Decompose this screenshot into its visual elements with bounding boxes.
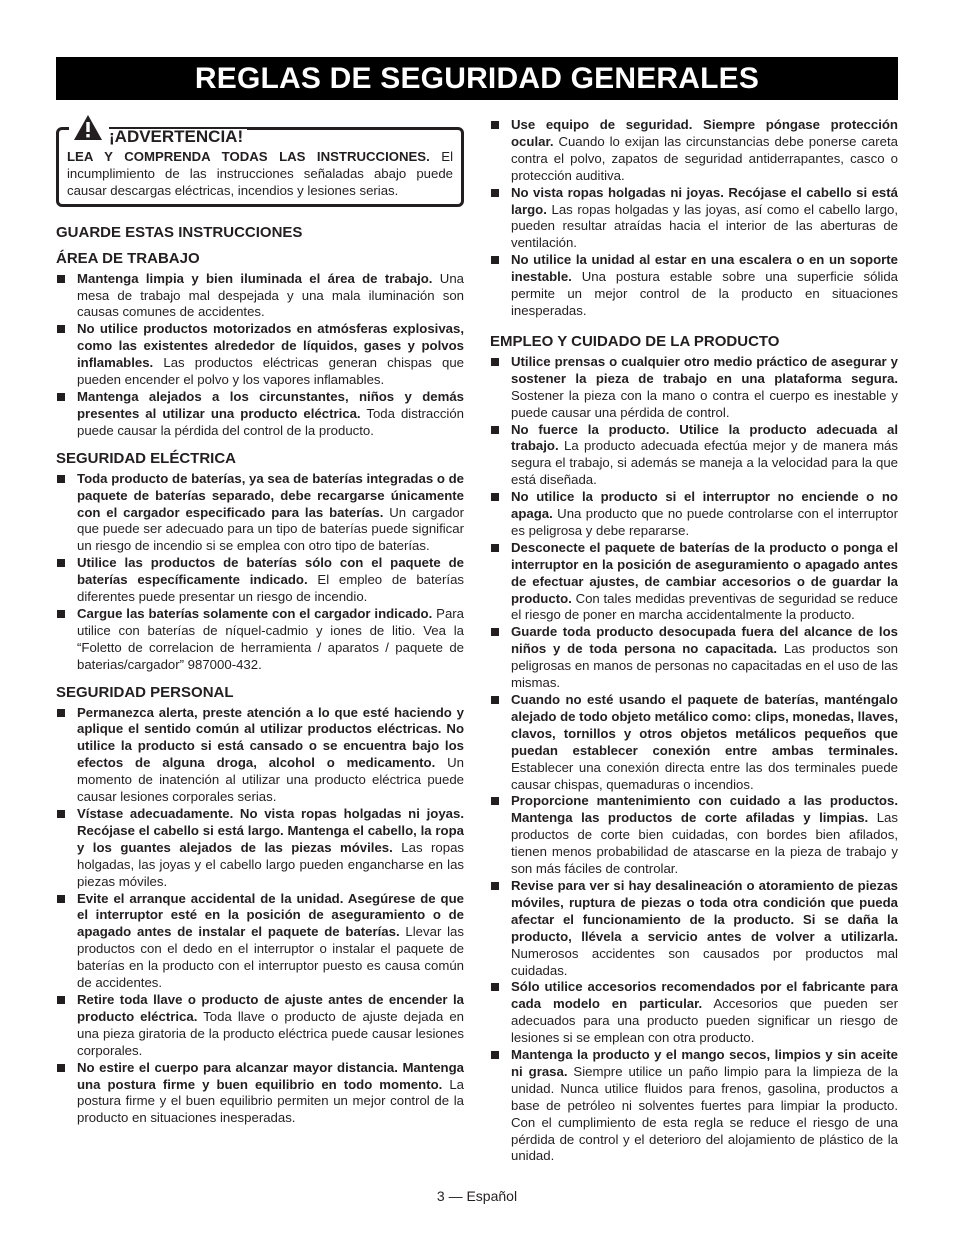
page-header: [56, 57, 898, 100]
list-item: [490, 354, 898, 422]
list-item: [490, 252, 898, 320]
bullet-icon: [57, 610, 65, 618]
list-item: [56, 606, 464, 674]
list-item: [56, 992, 464, 1060]
warning-body: El incumplimiento de las instrucciones señaladas abajo puede causar descargas eléctricas, incendios y lesiones serias.: [67, 148, 454, 198]
item-text: Una producto que no puede controlarse con el interruptor es peligrosa y debe repararse.: [511, 506, 898, 538]
item-bold: No estire el cuerpo para alcanzar mayor distancia. Mantenga una postura firme y buen equilibrio en todo momento.: [77, 1059, 464, 1092]
list-item: [490, 489, 898, 540]
tool-use-care-list: [490, 354, 898, 1166]
warning-triangle-icon: [69, 114, 109, 146]
item-bold: Mantenga alejados a los circunstantes, niños y demás presentes al utilizar una producto eléctrica.: [77, 388, 464, 421]
section-title: SEGURIDAD PERSONAL: [56, 683, 234, 701]
personal-safety-continued-list: [490, 117, 898, 320]
item-text: Accesorios que pueden ser adecuados para una producto pueden significar un riesgo de lesiones si se emplean con otra producto.: [511, 996, 898, 1046]
bullet-icon: [491, 797, 499, 805]
item-text: Un cargador que puede ser adecuado para un tipo de baterías puede significar un riesgo de incendio si se emplea con otro tipo de baterías.: [77, 504, 465, 554]
item-bold: No vista ropas holgadas ni joyas. Recójase el cabello si está largo.: [511, 184, 898, 217]
item-text: Numerosos accidentes son causados por productos mal cuidadas.: [511, 945, 898, 978]
bullet-icon: [57, 996, 65, 1004]
warning-bold: LEA Y COMPRENDA TODAS LAS INSTRUCCIONES.: [67, 148, 430, 164]
list-item: [56, 891, 464, 992]
item-bold: Utilice prensas o cualquier otro medio práctico de asegurar y sostener la pieza de trabajo en una plataforma segura.: [511, 353, 898, 386]
bullet-icon: [57, 1064, 65, 1072]
list-item: [490, 979, 898, 1047]
item-text: Un momento de inatención al utilizar una producto eléctrica puede causar lesiones corporales serias.: [77, 755, 464, 805]
personal-safety-list: [56, 705, 464, 1128]
item-bold: Proporcione mantenimiento con cuidado a las productos. Mantenga las productos de corte afiladas y limpias.: [511, 793, 898, 826]
item-bold: No fuerce la producto. Utilice la producto adecuada al trabajo.: [511, 421, 898, 454]
bullet-icon: [491, 983, 499, 991]
item-bold: No utilice la unidad al estar en una escalera o en un soporte inestable.: [511, 252, 898, 285]
item-text: Siempre utilice un paño limpio para la limpieza de la unidad. Nunca utilice fluidos para frenos, gasolina, productos a base de petróleo ni solventes fuertes para limpiar la producto. Con el cumplimiento de esta regla se reduce el riesgo de una pérdida de control y el deterioro del alojamiento de plástico de la unidad.: [511, 1063, 898, 1164]
item-text: La producto adecuada efectúa mejor y de manera más segura el trabajo, si además se maneja a la velocidad para la que está diseñada.: [511, 438, 898, 488]
section-title: EMPLEO Y CUIDADO DE LA PRODUCTO: [490, 332, 780, 350]
warning-text: [67, 149, 453, 200]
item-text: La postura firme y el buen equilibrio permiten un mejor control de la producto en situaciones inesperadas.: [77, 1076, 464, 1126]
left-column: [56, 117, 464, 1127]
list-item: [490, 624, 898, 692]
item-text: Cuando lo exijan las circunstancias debe ponerse careta contra el polvo, zapatos de seguridad antiderrapantes, casco o protección auditiva.: [511, 133, 898, 183]
list-item: [56, 471, 464, 556]
item-bold: Permanezca alerta, preste atención a lo que esté haciendo y aplique el sentido común al utilizar productos eléctricas. No utilice la producto si está cansado o se encuentra bajo los efectos de alguna droga, alcohol o medicamento.: [77, 704, 464, 771]
item-bold: Cuando no esté usando el paquete de baterías, manténgalo alejado de todo objeto metálico como: clips, monedas, llaves, clavos, tornillos y otros objetos metálicos pequeños que puedan establecer conexión entre ambas terminales.: [511, 692, 898, 758]
bullet-icon: [491, 121, 499, 129]
bullet-icon: [491, 628, 499, 636]
page-title: REGLAS DE SEGURIDAD GENERALES: [194, 62, 760, 95]
bullet-icon: [57, 709, 65, 717]
list-item: [490, 185, 898, 253]
bullet-icon: [491, 544, 499, 552]
item-bold: Mantenga la producto y el mango secos, limpios y sin aceite ni grasa.: [511, 1047, 898, 1079]
item-text: Una postura estable sobre una superficie sólida permite un mejor control de la producto en situaciones inesperadas.: [511, 269, 898, 318]
item-text: Las ropas holgadas y las joyas, así como el cabello largo, pueden resultar atraídas hacia el interior de las aberturas de ventilación.: [511, 201, 898, 251]
item-bold: No utilice la producto si el interruptor no enciende o no apaga.: [511, 489, 898, 522]
bullet-icon: [491, 1051, 499, 1059]
item-text: Las productos de corte bien cuidadas, con bordes bien afilados, tienen menos probabilidad de atascarse en la pieza de trabajo y son más fáciles de controlar.: [511, 810, 898, 877]
list-item: [490, 793, 898, 878]
item-text: Toda llave o producto de ajuste dejada en una pieza giratoria de la producto eléctrica puede causar lesiones corporales.: [77, 1008, 464, 1058]
item-bold: Toda producto de baterías, ya sea de baterías integradas o de paquete de baterías separado, debe recargarse únicamente con el cargador especificado para las baterías.: [77, 470, 464, 520]
bullet-icon: [491, 493, 499, 501]
save-instructions-heading: GUARDE ESTAS INSTRUCCIONES: [56, 223, 303, 241]
item-text: Una mesa de trabajo mal despejada y una mala iluminación son causas comunes de accidentes.: [77, 270, 464, 320]
list-item: [56, 555, 464, 606]
bullet-icon: [57, 810, 65, 818]
electrical-safety-list: [56, 471, 464, 674]
item-bold: Sólo utilice accesorios recomendados por el fabricante para cada modelo en particular.: [511, 979, 898, 1012]
list-item: [490, 422, 898, 490]
item-text: Establecer una conexión directa entre las dos terminales puede causar chispas, quemaduras o incendios.: [511, 759, 898, 792]
item-bold: No utilice productos motorizados en atmósferas explosivas, como las existentes alrededor de líquidos, gases y polvos inflamables.: [77, 321, 464, 371]
item-text: Sostener la pieza con la mano o contra el cuerpo es inestable y puede causar una pérdida de control.: [511, 387, 898, 420]
work-area-list: [56, 271, 464, 440]
item-text: Con tales medidas preventivas de seguridad se reduce el riesgo de poner en marcha accidentalmente la producto.: [511, 590, 898, 623]
bullet-icon: [491, 426, 499, 434]
item-text: Toda distracción puede causar la pérdida del control de la producto.: [77, 405, 465, 438]
bullet-icon: [57, 475, 65, 483]
bullet-icon: [57, 275, 65, 283]
section-title: ÁREA DE TRABAJO: [56, 249, 200, 267]
item-bold: Utilice las productos de baterías sólo con el paquete de baterías específicamente indicado.: [77, 555, 464, 588]
item-text: Para utilice con baterías de níquel-cadmio y iones de litio. Vea la “Foletto de correlacion de herramienta / aparatos / paquete de baterias/cargador” 987000-432.: [77, 605, 465, 672]
section-title: SEGURIDAD ELÉCTRICA: [56, 449, 237, 467]
item-bold: Use equipo de seguridad. Siempre póngase protección ocular.: [511, 117, 898, 149]
item-text: Las ropas holgadas, las joyas y el cabello largo pueden engancharse en las piezas móviles.: [77, 839, 464, 889]
item-bold: Guarde toda producto desocupada fuera del alcance de los niños y de toda persona no capacitada.: [511, 624, 898, 657]
list-item: [56, 806, 464, 891]
item-text: Las productos eléctricas generan chispas que pueden encender el polvo y los vapores inflamables.: [77, 355, 464, 388]
item-bold: Revise para ver si hay desalineación o atoramiento de piezas móviles, ruptura de piezas o toda otra condición que pueda afectar el funcionamiento de la producto. Si se daña la producto, llévela a servicio antes de volver a utilizarla.: [511, 877, 898, 944]
bullet-icon: [491, 696, 499, 704]
item-bold: Mantenga limpia y bien iluminada el área de trabajo.: [77, 270, 433, 286]
bullet-icon: [491, 882, 499, 890]
right-column: [490, 117, 898, 1165]
list-item: [490, 540, 898, 625]
bullet-icon: [491, 256, 499, 264]
list-item: [56, 1060, 464, 1128]
list-item: [56, 705, 464, 806]
item-bold: Vístase adecuadamente. No vista ropas holgadas ni joyas. Recójase el cabello si está largo. Mantenga el cabello, la ropa y los guantes alejados de las piezas móviles.: [77, 806, 464, 855]
item-text: Llevar las productos con el dedo en el interruptor o instalar el paquete de baterías en la producto con el interruptor puesto es causa común de accidentes.: [77, 924, 464, 991]
item-bold: Desconecte el paquete de baterías de la producto o ponga el interruptor en la posición de aseguramiento o apagado antes de efectuar ajustes, de cambiar accesorios o de guardar la producto.: [511, 539, 898, 606]
item-bold: Cargue las baterías solamente con el cargador indicado.: [77, 605, 433, 621]
warning-title: ¡ADVERTENCIA!: [109, 129, 247, 146]
bullet-icon: [57, 325, 65, 333]
item-bold: Retire toda llave o producto de ajuste antes de encender la producto eléctrica.: [77, 991, 464, 1024]
item-text: El empleo de baterías diferentes puede presentar un riesgo de incendio.: [77, 572, 464, 605]
list-item: [490, 1047, 898, 1165]
bullet-icon: [57, 559, 65, 567]
item-bold: Evite el arranque accidental de la unidad. Asegúrese de que el interruptor esté en la posición de aseguramiento o de apagado antes de instalar el paquete de baterías.: [77, 890, 464, 940]
bullet-icon: [491, 189, 499, 197]
list-item: [56, 271, 464, 322]
list-item: [490, 692, 898, 793]
warning-box: [56, 127, 464, 207]
warning-header: [67, 113, 453, 146]
bullet-icon: [57, 895, 65, 903]
bullet-icon: [491, 358, 499, 366]
list-item: [490, 878, 898, 979]
list-item: [490, 117, 898, 185]
page-footer: 3 — Español: [436, 1188, 518, 1204]
list-item: [56, 389, 464, 440]
item-text: Las productos son peligrosas en manos de personas no capacitadas en el uso de las mismas.: [511, 641, 898, 691]
bullet-icon: [57, 393, 65, 401]
list-item: [56, 321, 464, 389]
